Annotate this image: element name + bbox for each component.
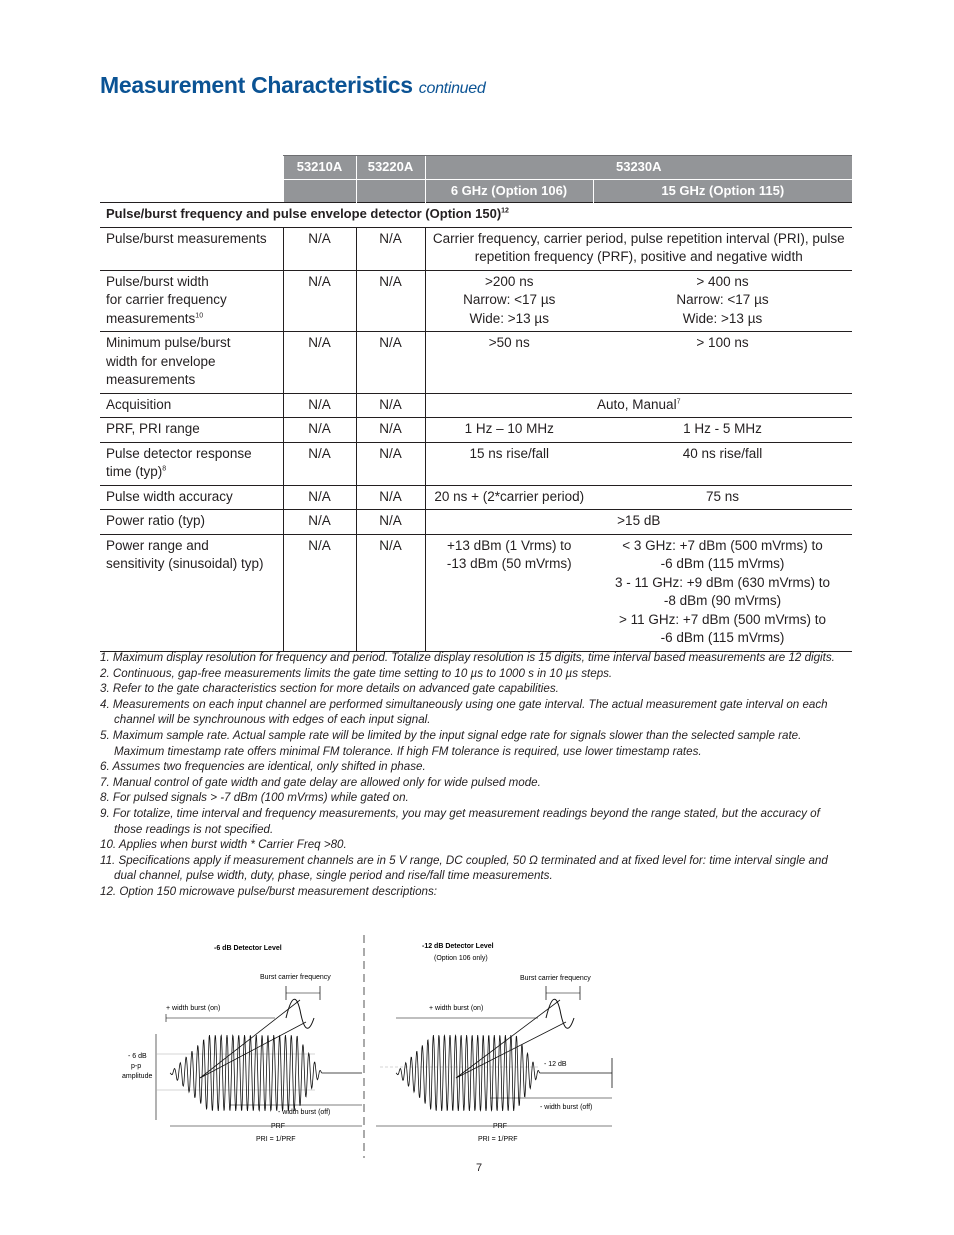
footnotes	[100, 650, 845, 900]
cell-53220a: N/A	[356, 510, 425, 535]
cell-option-115: 40 ns rise/fall	[593, 442, 852, 485]
right-level-label: - 12 dB	[544, 1061, 567, 1068]
cell-53220a: N/A	[356, 442, 425, 485]
left-burst-carrier-label: Burst carrier frequency	[260, 974, 331, 981]
table-row	[100, 485, 852, 510]
footnote: 6. Assumes two frequencies are identical, only shifted in phase.	[100, 760, 426, 774]
footnote: 3. Refer to the gate characteristics section for more details on advanced gate capabilities.	[100, 682, 559, 696]
header-option-115: 15 GHz (Option 115)	[593, 179, 852, 203]
footnote: 4. Measurements on each input channel are performed simultaneously using one gate interval. The actual measurement gate interval on each channel will be synchrounous with edges of each input signal.	[100, 697, 828, 727]
cell-53210a: N/A	[283, 442, 356, 485]
pulse-burst-diagram	[100, 930, 640, 1160]
cell-53220a: N/A	[356, 485, 425, 510]
footnote: 10. Applies when burst width * Carrier Freq >80.	[100, 838, 347, 852]
cell-53220a: N/A	[356, 270, 425, 332]
footnote: 2. Continuous, gap-free measurements limits the gate time setting to 10 µs to 1000 s in 10 µs steps.	[100, 666, 613, 680]
right-pri-label: PRI = 1/PRF	[478, 1136, 518, 1143]
row-label: Pulse/burst width for carrier frequency measurements$^{10}$	[100, 270, 283, 332]
svg-text:amplitude: amplitude	[122, 1073, 153, 1080]
spec-table	[100, 155, 852, 652]
cell-option-106: +13 dBm (1 Vrms) to -13 dBm (50 mVrms)	[425, 534, 593, 651]
table-row	[100, 270, 852, 332]
cell-53230a-span: Auto, Manual$^7$	[425, 393, 852, 418]
row-label: Pulse/burst measurements	[100, 227, 283, 270]
left-title: -6 dB Detector Level	[214, 945, 282, 952]
row-label: Pulse width accuracy	[100, 485, 283, 510]
cell-option-115: > 100 ns	[593, 332, 852, 394]
row-label: PRF, PRI range	[100, 418, 283, 443]
cell-option-106: 20 ns + (2*carrier period)	[425, 485, 593, 510]
footnote: 7. Manual control of gate width and gate delay are allowed only for wide pulsed mode.	[100, 775, 541, 789]
header-53230a: 53230A	[425, 156, 852, 180]
table-row	[100, 393, 852, 418]
footnote: 8. For pulsed signals > -7 dBm (100 mVrms) while gated on.	[100, 791, 409, 805]
footnote: 11. Specifications apply if measurement channels are in 5 V range, DC coupled, 50 Ω terminated and at fixed level for: time interval single and dual channel, pulse width, duty, phase, single period and rise/fall time measurements.	[100, 853, 828, 883]
cell-53220a: N/A	[356, 534, 425, 651]
row-label: Minimum pulse/burst width for envelope measurements	[100, 332, 283, 394]
right-title: -12 dB Detector Level	[422, 943, 494, 950]
cell-53210a: N/A	[283, 485, 356, 510]
cell-53220a: N/A	[356, 393, 425, 418]
table-row	[100, 332, 852, 394]
header-row-models	[100, 156, 852, 180]
cell-53210a: N/A	[283, 510, 356, 535]
cell-53210a: N/A	[283, 534, 356, 651]
cell-option-115: > 400 ns Narrow: <17 µs Wide: >13 µs	[593, 270, 852, 332]
cell-53210a: N/A	[283, 418, 356, 443]
cell-option-115: 1 Hz - 5 MHz	[593, 418, 852, 443]
right-width-on-label: + width burst (on)	[429, 1005, 484, 1012]
table-row	[100, 534, 852, 651]
footnote: 5. Maximum sample rate. Actual sample rate will be limited by the input signal edge rate for signals slower than the selected sample rate. Maximum timestamp rate offers minimal FM tolerance. If high FM tolerance is required, use lower timestamp rates.	[100, 728, 802, 758]
row-label: Acquisition	[100, 393, 283, 418]
cell-option-106: >200 ns Narrow: <17 µs Wide: >13 µs	[425, 270, 593, 332]
cell-53220a: N/A	[356, 227, 425, 270]
left-width-off-label: - width burst (off)	[278, 1109, 331, 1116]
left-prf-label: PRF	[271, 1123, 285, 1130]
cell-53230a-span: >15 dB	[425, 510, 852, 535]
cell-53210a: N/A	[283, 332, 356, 394]
footnote: 12. Option 150 microwave pulse/burst measurement descriptions:	[100, 884, 438, 898]
table-row	[100, 418, 852, 443]
svg-text:p-p: p-p	[131, 1063, 142, 1070]
table-row	[100, 442, 852, 485]
left-level-label: - 6 dB	[128, 1053, 147, 1060]
header-53210a: 53210A	[283, 156, 356, 180]
cell-53220a: N/A	[356, 332, 425, 394]
header-53220a: 53220A	[356, 156, 425, 180]
section-title: Pulse/burst frequency and pulse envelope detector (Option 150)$^{12}$	[100, 203, 852, 228]
page-number: 7	[476, 1162, 483, 1174]
cell-53210a: N/A	[283, 227, 356, 270]
footnote: 9. For totalize, time interval and frequency measurements, you may get measurement readings beyond the range stated, but the accuracy of those readings is not specified.	[100, 806, 820, 836]
row-label: Pulse detector response time (typ)$^8$	[100, 442, 283, 485]
right-prf-label: PRF	[493, 1123, 507, 1130]
table-row	[100, 510, 852, 535]
cell-option-115: < 3 GHz: +7 dBm (500 mVrms) to -6 dBm (115 mVrms) 3 - 11 GHz: +9 dBm (630 mVrms) to -8 dBm (90 mVrms) > 11 GHz: +7 dBm (500 mVrms) to -6 dBm (115 mVrms)	[593, 534, 852, 651]
left-burst-waveform	[170, 1035, 322, 1111]
cell-53230a-span: Carrier frequency, carrier period, pulse repetition interval (PRI), pulse repetition frequency (PRF), positive and negative width	[425, 227, 852, 270]
right-subtitle: (Option 106 only)	[434, 955, 488, 962]
left-width-on-label: + width burst (on)	[166, 1005, 221, 1012]
page-title	[100, 72, 485, 99]
header-row-options	[100, 179, 852, 203]
cell-53210a: N/A	[283, 270, 356, 332]
cell-option-115: 75 ns	[593, 485, 852, 510]
right-width-off-label: - width burst (off)	[540, 1104, 593, 1111]
cell-53210a: N/A	[283, 393, 356, 418]
header-option-106: 6 GHz (Option 106)	[425, 179, 593, 203]
cell-option-106: 15 ns rise/fall	[425, 442, 593, 485]
cell-53220a: N/A	[356, 418, 425, 443]
right-burst-carrier-label: Burst carrier frequency	[520, 975, 591, 982]
row-label: Power range and sensitivity (sinusoidal) typ)	[100, 534, 283, 651]
footnote: 1. Maximum display resolution for frequency and period. Totalize display resolution is 15 digits, time interval based measurements are 12 digits.	[100, 651, 835, 664]
row-label: Power ratio (typ)	[100, 510, 283, 535]
title-main: Measurement Characteristics	[100, 72, 413, 98]
left-pri-label: PRI = 1/PRF	[256, 1136, 296, 1143]
title-suffix: continued	[418, 80, 486, 97]
table-row	[100, 227, 852, 270]
cell-option-106: 1 Hz – 10 MHz	[425, 418, 593, 443]
section-row	[100, 203, 852, 228]
cell-option-106: >50 ns	[425, 332, 593, 394]
